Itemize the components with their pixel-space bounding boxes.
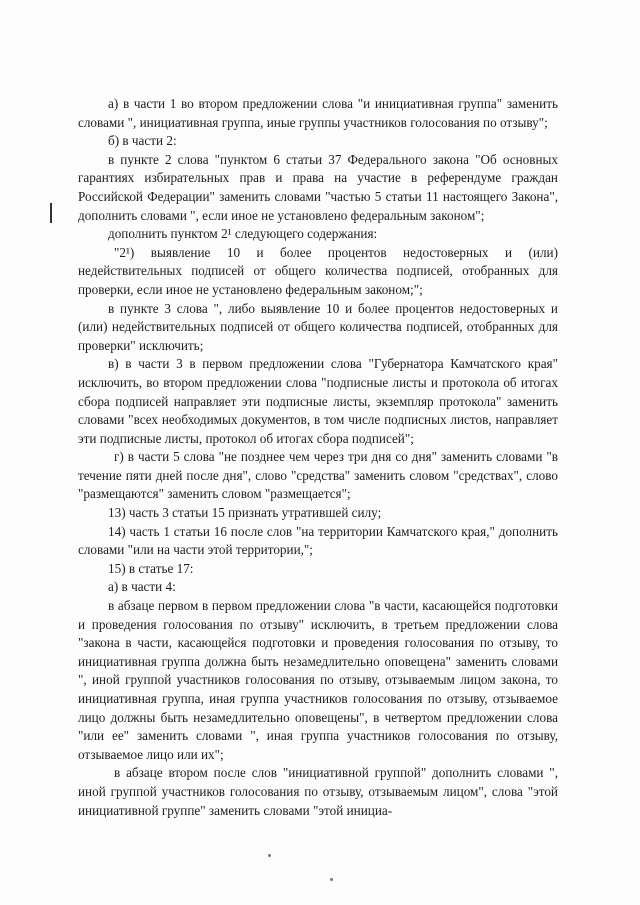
scan-dot [330, 878, 333, 881]
margin-mark [50, 203, 52, 223]
paragraph: 13) часть 3 статьи 15 признать утратившей силу; [108, 505, 382, 521]
paragraph: 14) часть 1 статьи 16 после слов "на территории Камчатского края," дополнить словами "или на части этой территории,"; [78, 523, 558, 558]
paragraph: в пункте 3 слова ", либо выявление 10 и более процентов недостоверных и (или) недействительных подписей от общего количества подписей, отобранных для проверки" исключить; [78, 300, 558, 353]
paragraph: дополнить пунктом 2¹ следующего содержания: [108, 226, 378, 242]
paragraph: а) в части 1 во втором предложении слова "и инициативная группа" заменить словами ", инициативная группа, иные группы участников голосования по отзыву"; [78, 96, 558, 130]
document-body [78, 95, 558, 820]
paragraph: г) в части 5 слова "не позднее чем через три дня со дня" заменить словами "в течение пяти дней после дня", слово "средства" заменить словом "средствах", слово "размещаются" заменить словом "размещается"; [78, 449, 558, 502]
paragraph: б) в части 2: [108, 133, 177, 149]
paragraph: а) в части 4: [108, 579, 176, 595]
paragraph: в) в части 3 в первом предложении слова "Губернатора Камчатского края" исключить, во втором предложении слова "подписные листы и протокола об итогах сбора подписей направляет эти подписные листы, экземпляр протокола" заменить словами "всех необходимых документов, в том числе подписных листов, направляет эти подписные листы, протокол об итогах сбора подписей"; [78, 356, 558, 446]
paragraph: в пункте 2 слова "пунктом 6 статьи 37 Федерального закона "Об основных гарантиях избирательных прав и права на участие в референдуме граждан Российской Федерации" заменить словами "частью 5 статьи 11 настоящего Закона", дополнить словами ", если иное не установлено федеральным законом"; [78, 151, 558, 223]
paragraph: в абзаце первом в первом предложении слова "в части, касающейся подготовки и проведения голосования по отзыву" исключить, в третьем предложении слова "закона в части, касающейся подготовки и проведения голосования по отзыву, то инициативная группа должна быть незамедлительно оповещена" заменить словами ", иной группой участников голосования по отзыву, отзываемым лицом закона, то инициативная группа, иная группа участников голосования по отзыву, отзываемое лицо должны быть незамедлительно оповещены", в четвертом предложении слова "или ее" заменить словами ", иная группа участников голосования по отзыву, отзываемое лицо или их"; [78, 598, 558, 762]
paragraph: 15) в статье 17: [108, 560, 194, 576]
scan-dot [268, 854, 271, 857]
paragraph: в абзаце втором после слов "инициативной группой" дополнить словами ", иной группой участников голосования по отзыву, отзываемым лицом", слова "этой инициативной группе" заменить словами "этой инициа- [78, 765, 558, 818]
paragraph: "2¹) выявление 10 и более процентов недостоверных и (или) недействительных подписей от общего количества подписей, отобранных для проверки, если иное не установлено федеральным законом;"; [78, 244, 558, 297]
